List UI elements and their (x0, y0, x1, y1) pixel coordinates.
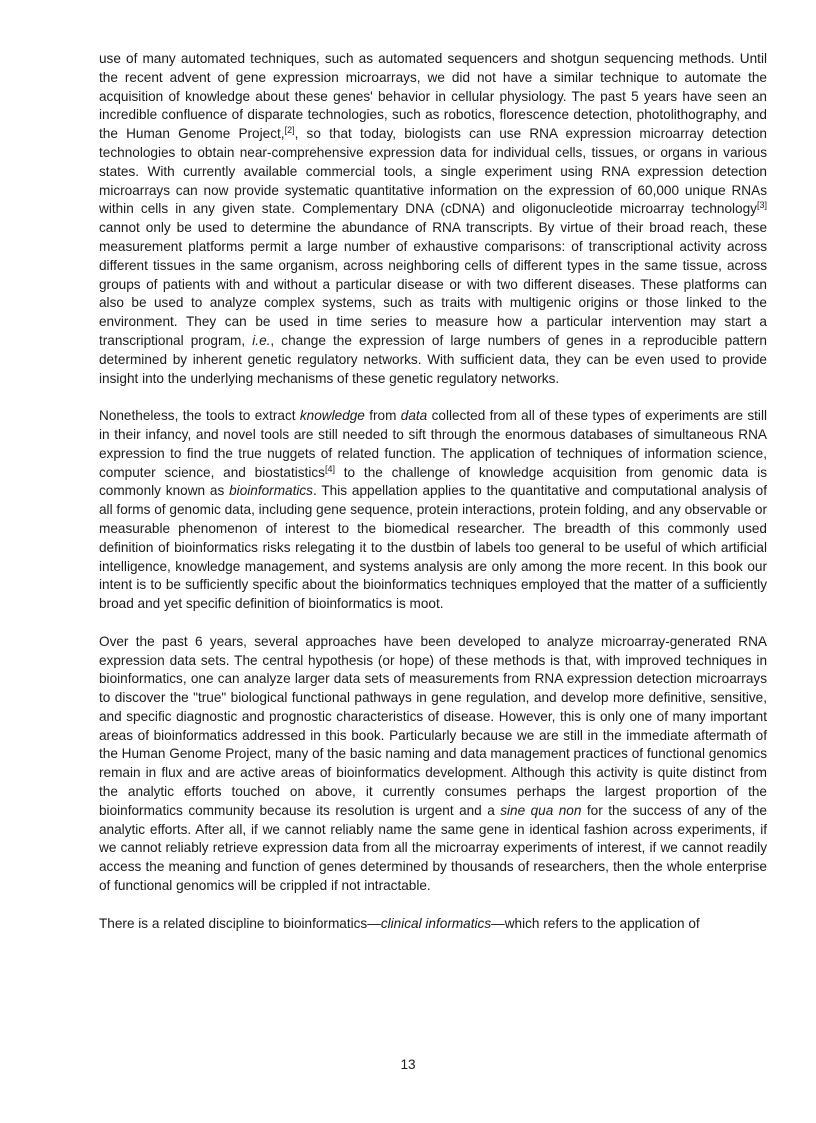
text-run: , so that today, biologists can use RNA expression microarray detection technologies to obtain near-comprehensive expression data for individual cells, tissues, or organs in various states. With currently available commercial tools, a single experiment using RNA expression detection microarrays can now provide systematic quantitative information on the expression of 60,000 unique RNAs within cells in any given state. Complementary DNA (cDNA) and oligonucleotide microarray technology (99, 126, 767, 217)
text-run: Nonetheless, the tools to extract (99, 408, 300, 424)
paragraph (99, 50, 767, 388)
italic-text: bioinformatics (229, 483, 313, 499)
body-text (99, 50, 767, 933)
text-run: collected from all of these types of experiments are still in their infancy, and novel tools are still needed to sift through the enormous databases of simultaneous RNA expression to find the true nuggets of related function. The application of techniques of information science, computer science, and biostatistics (99, 408, 767, 480)
text-run: for the success of any of the analytic efforts. After all, if we cannot reliably name the same gene in identical fashion across experiments, if we cannot reliably retrieve expression data from all the microarray experiments of interest, if we cannot readily access the meaning and function of genes determined by thousands of researchers, then the whole enterprise of functional genomics will be crippled if not intractable. (99, 802, 767, 894)
text-run: There is a related discipline to bioinformatics— (99, 915, 381, 931)
paragraph (99, 633, 767, 896)
text-run: to the challenge of knowledge acquisition from genomic data is commonly known as (99, 464, 767, 499)
text-run: from (364, 408, 401, 424)
page-number: 13 (400, 1057, 416, 1072)
paragraph (99, 407, 767, 614)
paragraph (99, 915, 767, 934)
italic-text: data (400, 408, 428, 424)
text-run: Over the past 6 years, several approaches have been developed to analyze microarray-generated RNA expression data sets. The central hypothesis (or hope) of these methods is that, with improved techniques in bioinformatics, one can analyze larger data sets of measurements from RNA expression detection microarrays to discover the "true" biological functional pathways in gene regulation, and develop more definitive, sensitive, and specific diagnostic and prognostic characteristics of disease. However, this is only one of many important areas of bioinformatics addressed in this book. Particularly because we are still in the immediate aftermath of the Human Genome Project, many of the basic naming and data management practices of functional genomics remain in flux and are active areas of bioinformatics development. Although this activity is quite distinct from the analytic efforts touched on above, it currently consumes perhaps the largest proportion of the bioinformatics community because its resolution is urgent and a (99, 633, 767, 818)
citation-ref: [3] (756, 200, 767, 211)
italic-text: sine qua non (500, 802, 582, 818)
text-run: , change the expression of large numbers of genes in a reproducible pattern determined by inherent genetic regulatory networks. With sufficient data, they can be even used to provide insight into the underlying mechanisms of these genetic regulatory networks. (99, 332, 767, 386)
italic-text: clinical informatics (380, 915, 492, 931)
text-run: use of many automated techniques, such as automated sequencers and shotgun sequencing methods. Until the recent advent of gene expression microarrays, we did not have a similar technique to automate the acquisition of knowledge about these genes' behavior in cellular physiology. The past 5 years have seen an incredible confluence of disparate technologies, such as robotics, florescence detection, photolithography, and the Human Genome Project, (99, 51, 767, 142)
italic-text: knowledge (299, 408, 365, 424)
citation-ref: [4] (324, 463, 335, 474)
citation-ref: [2] (284, 125, 295, 136)
italic-text: i.e. (252, 332, 271, 348)
text-run: cannot only be used to determine the abundance of RNA transcripts. By virtue of their broad reach, these measurement platforms permit a large number of exhaustive comparisons: of transcriptional activity across different tissues in the same organism, across neighboring cells of different types in the same tissue, across groups of patients with and without a particular disease or with two different diseases. These platforms can also be used to analyze complex systems, such as traits with multigenic origins or those linked to the environment. They can be used in time series to measure how a particular intervention may start a transcriptional program, (99, 220, 767, 348)
text-run: —which refers to the application of (491, 915, 700, 931)
text-run: . This appellation applies to the quantitative and computational analysis of all forms of genomic data, including gene sequence, protein interactions, protein folding, and any observable or measurable phenomenon of interest to the biomedical researcher. The breadth of this commonly used definition of bioinformatics risks relegating it to the dustbin of labels too general to be useful of which artificial intelligence, knowledge management, and systems analysis are only among the more recent. In this book our intent is to be sufficiently specific about the bioinformatics techniques employed that the matter of a sufficiently broad and yet specific definition of bioinformatics is moot. (99, 483, 767, 612)
